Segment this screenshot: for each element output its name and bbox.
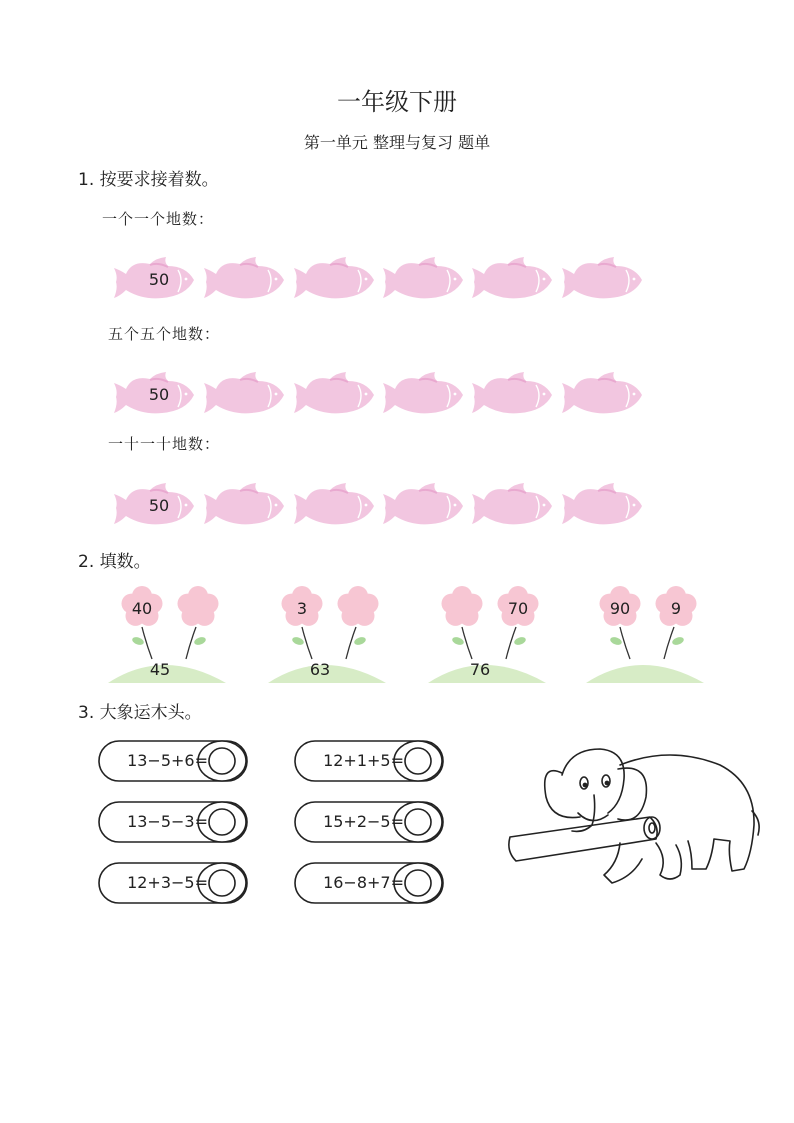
log-expression: 15+2−5= bbox=[323, 812, 404, 831]
q1-row2-label: 五个五个地数： bbox=[108, 325, 221, 343]
page-subtitle: 第一单元 整理与复习 题单 bbox=[303, 133, 491, 152]
fish-icon bbox=[202, 254, 286, 304]
fish-number: 50 bbox=[148, 496, 170, 515]
log-expression: 13−5+6= bbox=[127, 751, 208, 770]
ground-total-number: 45 bbox=[149, 660, 171, 679]
log-item bbox=[294, 800, 446, 844]
log-item bbox=[294, 739, 446, 783]
fish-icon bbox=[381, 254, 465, 304]
ground-total-number: 76 bbox=[469, 660, 491, 679]
log-item bbox=[98, 861, 250, 905]
fish-icon bbox=[470, 369, 554, 419]
log-expression: 16−8+7= bbox=[323, 873, 404, 892]
q1-row3-label: 一十一十地数： bbox=[108, 435, 221, 453]
fish-icon bbox=[202, 369, 286, 419]
fish-icon bbox=[292, 369, 376, 419]
flower-group-2 bbox=[268, 585, 392, 685]
fish-icon bbox=[112, 369, 196, 419]
fish-row-2 bbox=[112, 369, 652, 419]
fish-row-3 bbox=[112, 480, 652, 530]
page-title: 一年级下册 bbox=[337, 88, 457, 116]
ground-total-number: 63 bbox=[309, 660, 331, 679]
fish-icon bbox=[560, 254, 644, 304]
log-expression: 13−5−3= bbox=[127, 812, 208, 831]
q1-heading: 1. 按要求接着数。 bbox=[78, 170, 219, 190]
fish-icon bbox=[470, 254, 554, 304]
log-expression: 12+1+5= bbox=[323, 751, 404, 770]
fish-icon bbox=[560, 369, 644, 419]
log-item bbox=[98, 800, 250, 844]
flower-right-number: 9 bbox=[670, 599, 682, 618]
elephant-carrying-log-icon bbox=[500, 735, 760, 899]
fish-icon bbox=[470, 480, 554, 530]
flower-group-3 bbox=[428, 585, 552, 685]
flower-left-number: 3 bbox=[296, 599, 308, 618]
fish-row-1 bbox=[112, 254, 652, 304]
q2-heading: 2. 填数。 bbox=[78, 552, 151, 572]
log-expression: 12+3−5= bbox=[127, 873, 208, 892]
fish-icon bbox=[112, 480, 196, 530]
fish-icon bbox=[381, 369, 465, 419]
q3-heading: 3. 大象运木头。 bbox=[78, 703, 202, 723]
q1-row1-label: 一个一个地数： bbox=[102, 210, 215, 228]
flower-right-number: 70 bbox=[507, 599, 529, 618]
flower-group-4 bbox=[586, 585, 710, 685]
fish-number: 50 bbox=[148, 270, 170, 289]
fish-icon bbox=[112, 254, 196, 304]
flower-left-number: 90 bbox=[609, 599, 631, 618]
log-item bbox=[98, 739, 250, 783]
fish-icon bbox=[292, 254, 376, 304]
fish-icon bbox=[381, 480, 465, 530]
fish-number: 50 bbox=[148, 385, 170, 404]
flower-group-1 bbox=[108, 585, 232, 685]
fish-icon bbox=[292, 480, 376, 530]
fish-icon bbox=[560, 480, 644, 530]
fish-icon bbox=[202, 480, 286, 530]
flower-left-number: 40 bbox=[131, 599, 153, 618]
log-item bbox=[294, 861, 446, 905]
